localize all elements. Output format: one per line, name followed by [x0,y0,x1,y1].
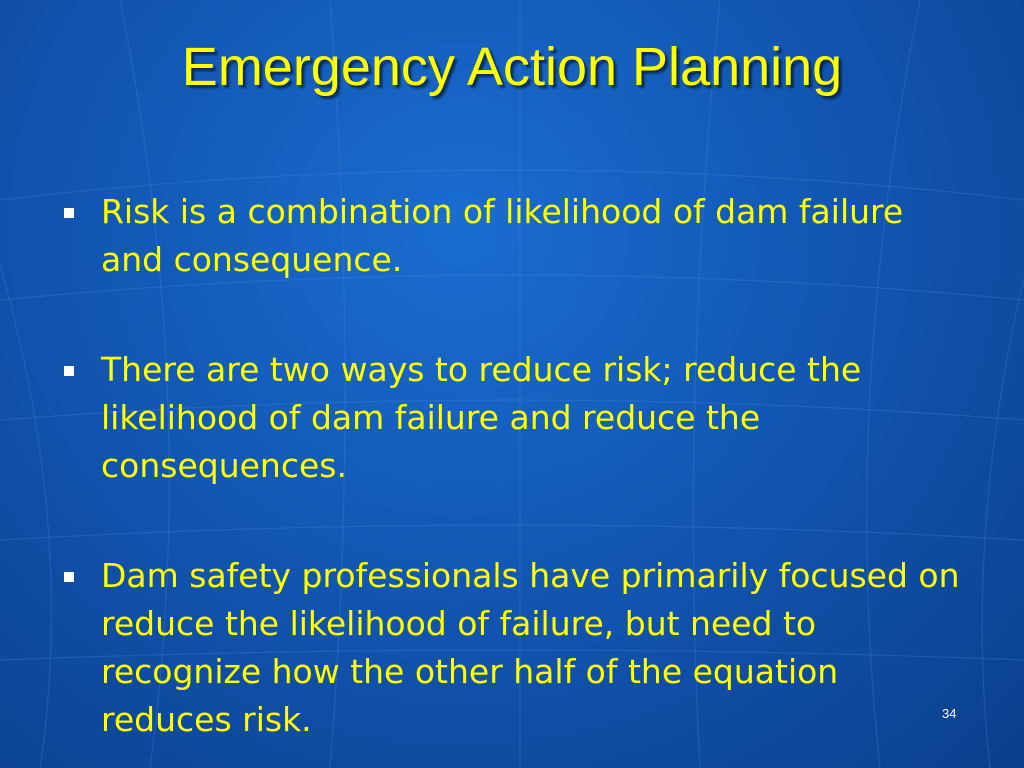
square-bullet-icon [64,208,74,218]
bullet-item [62,346,962,490]
bullet-text: Dam safety professionals have primarily focused on reduce the likelihood of failure, but need to recognize how the other half of the equation reduces risk. [101,556,960,739]
square-bullet-icon [64,572,74,582]
bullet-text: There are two ways to reduce risk; reduce the likelihood of dam failure and reduce the consequences. [101,350,862,485]
square-bullet-icon [64,366,74,376]
bullet-list [62,188,962,744]
bullet-item [62,188,962,284]
slide-title: Emergency Action Planning [181,37,843,97]
bullet-text: Risk is a combination of likelihood of dam failure and consequence. [101,192,904,279]
page-number: 34 [942,706,957,721]
bullet-item [62,552,962,744]
